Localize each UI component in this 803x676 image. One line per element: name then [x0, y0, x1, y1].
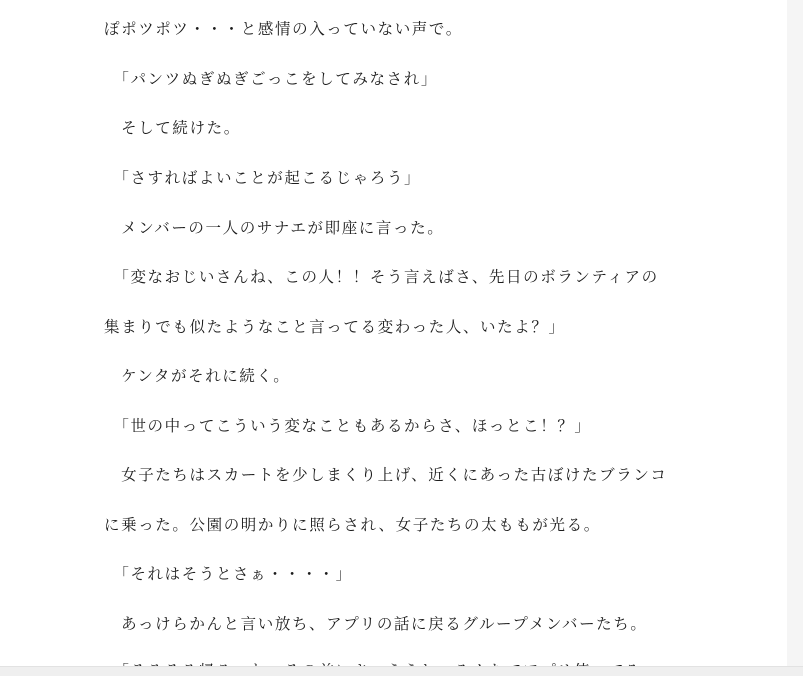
- text-line: メンバーの一人のサナエが即座に言った。: [104, 219, 445, 237]
- vertical-scrollbar[interactable]: [787, 0, 803, 676]
- text-line: ケンタがそれに続く。: [104, 367, 291, 385]
- text-line: に乗った。公園の明かりに照らされ、女子たちの太ももが光る。: [104, 516, 601, 534]
- text-line: 「それはそうとさぁ・・・・」: [104, 565, 353, 583]
- text-line: 「世の中ってこういう変なこともあるからさ、ほっとこ！？」: [104, 417, 592, 435]
- text-line: そして続けた。: [104, 119, 241, 137]
- text-line: 「変なおじいさんね、この人！！そう言えばさ、先日のボランティアの: [104, 268, 659, 286]
- text-line: ぽポツポツ・・・と感情の入っていない声で。: [104, 20, 463, 38]
- text-line: 「パンツぬぎぬぎごっこをしてみなされ」: [104, 70, 438, 88]
- text-line: 集まりでも似たようなこと言ってる変わった人、いたよ？」: [104, 318, 566, 336]
- horizontal-scrollbar[interactable]: [0, 666, 803, 676]
- text-line: 女子たちはスカートを少しまくり上げ、近くにあった古ぼけたブランコ: [104, 466, 668, 484]
- text-line: 「さすればよいことが起こるじゃろう」: [104, 169, 422, 187]
- text-line: あっけらかんと言い放ち、アプリの話に戻るグループメンバーたち。: [104, 615, 648, 633]
